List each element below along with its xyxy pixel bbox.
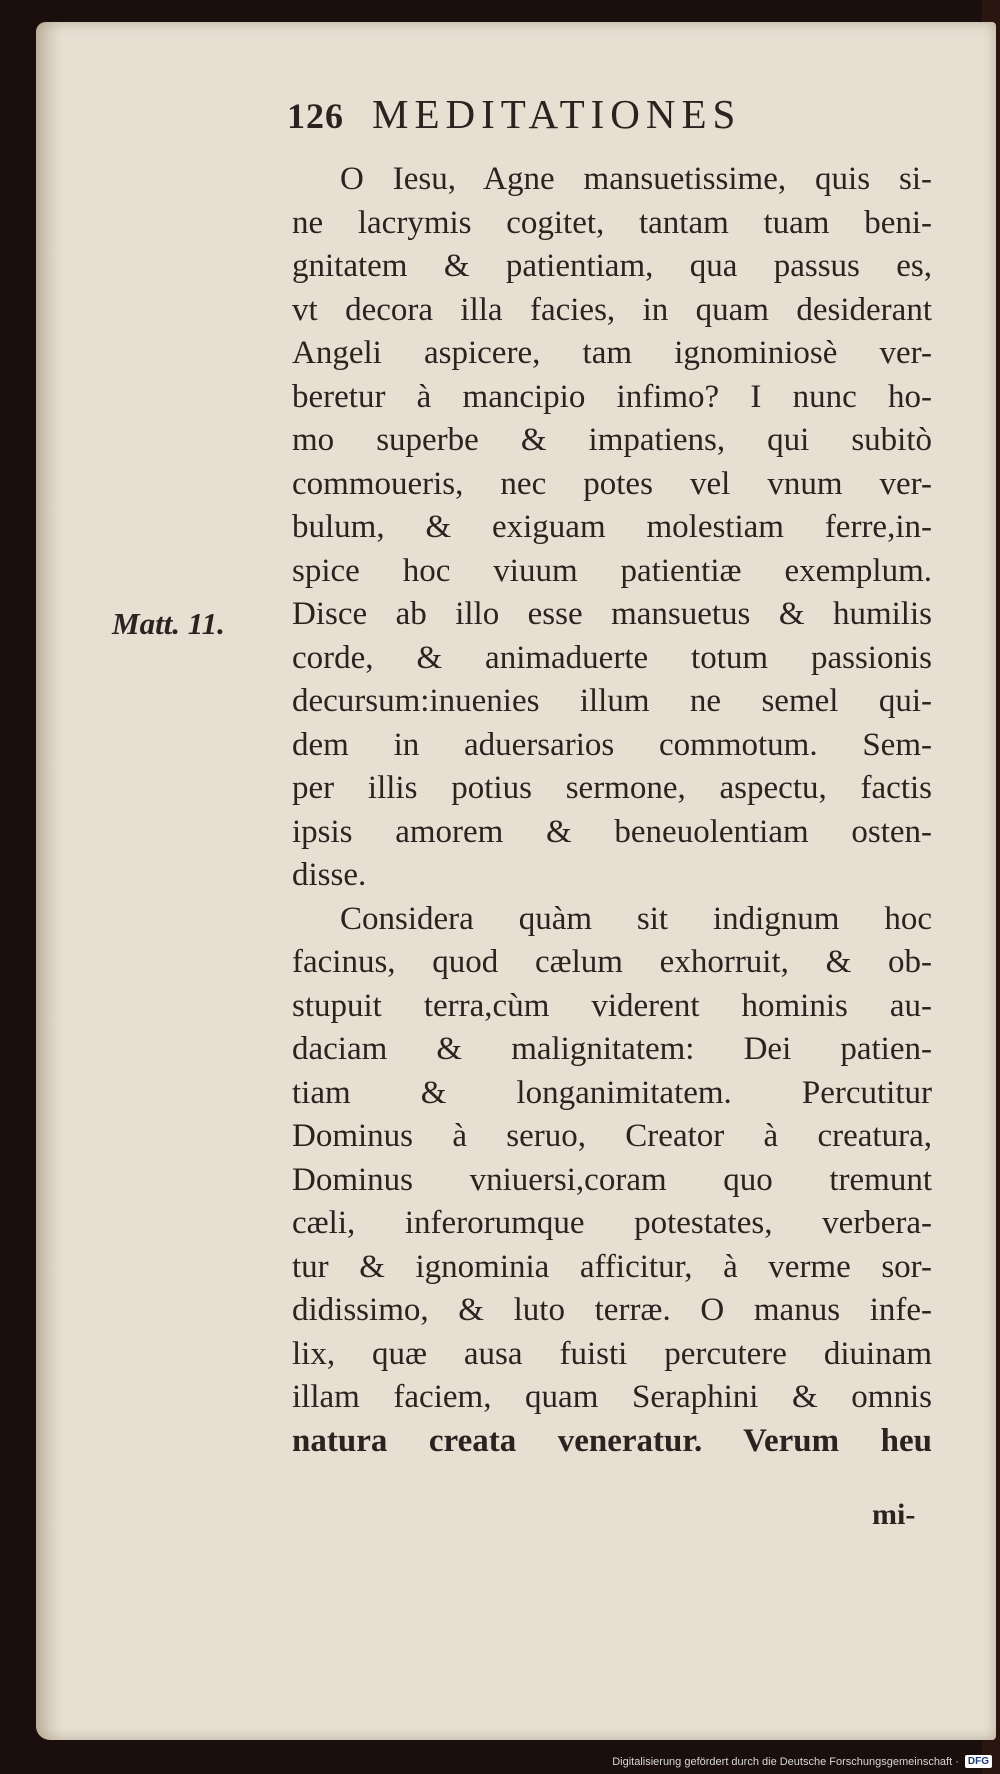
text-line: daciam & malignitatem: Dei patien-	[292, 1031, 932, 1067]
text-line: bulum, & exiguam molestiam ferre,in-	[292, 509, 932, 545]
text-line: corde, & animaduerte totum passionis	[292, 639, 932, 676]
text-line: tur & ignominia afficitur, à verme sor-	[292, 1248, 932, 1285]
catchword: mi-	[872, 1498, 916, 1531]
page-gutter-shadow	[36, 22, 62, 1740]
digitization-credit	[612, 1755, 992, 1768]
text-line: Disce ab illo esse mansuetus & humilis	[292, 596, 932, 632]
text-line: lix, quæ ausa fuisti percutere diuinam	[292, 1335, 932, 1372]
text-line: ne lacrymis cogitet, tantam tuam beni-	[292, 204, 932, 241]
text-line: mo superbe & impatiens, qui subitò	[292, 422, 932, 458]
text-line: illam faciem, quam Seraphini & omnis	[292, 1379, 932, 1415]
text-line: Considera quàm sit indignum hoc	[340, 900, 932, 937]
text-line: spice hoc viuum patientiæ exemplum.	[292, 552, 932, 589]
page-header	[287, 90, 741, 138]
text-line: per illis potius sermone, aspectu, factis	[292, 770, 932, 806]
running-title: MEDITATIONES	[372, 91, 742, 137]
text-line: ipsis amorem & beneuolentiam osten-	[292, 813, 932, 850]
dfg-logo: DFG	[965, 1755, 992, 1768]
text-line: disse.	[292, 857, 367, 893]
text-line: tiam & longanimitatem. Percutitur	[292, 1074, 932, 1111]
text-line: O Iesu, Agne mansuetissime, quis si-	[340, 161, 932, 197]
page-number: 126	[287, 96, 344, 136]
text-line: cæli, inferorumque potestates, verbera-	[292, 1205, 932, 1241]
text-line: dem in aduersarios commotum. Sem-	[292, 726, 932, 763]
text-line: decursum:inuenies illum ne semel qui-	[292, 683, 932, 719]
text-line: facinus, quod cælum exhorruit, & ob-	[292, 944, 932, 980]
text-line: Angeli aspicere, tam ignominiosè ver-	[292, 335, 932, 371]
text-line: vt decora illa facies, in quam desiderant	[292, 291, 932, 328]
text-line: Dominus vniuersi,coram quo tremunt	[292, 1161, 932, 1198]
text-line: beretur à mancipio infimo? I nunc ho-	[292, 378, 932, 415]
text-line: Dominus à seruo, Creator à creatura,	[292, 1118, 932, 1154]
text-line: didissimo, & luto terræ. O manus infe-	[292, 1292, 932, 1328]
text-line: natura creata veneratur. Verum heu	[292, 1422, 932, 1459]
body-text	[292, 158, 932, 1463]
credit-text: Digitalisierung gefördert durch die Deutsche Forschungsgemeinschaft ·	[612, 1755, 959, 1768]
text-line: commoueris, nec potes vel vnum ver-	[292, 465, 932, 502]
margin-note: Matt. 11.	[112, 606, 225, 641]
text-line: gnitatem & patientiam, qua passus es,	[292, 248, 932, 284]
text-line: stupuit terra,cùm viderent hominis au-	[292, 987, 932, 1024]
